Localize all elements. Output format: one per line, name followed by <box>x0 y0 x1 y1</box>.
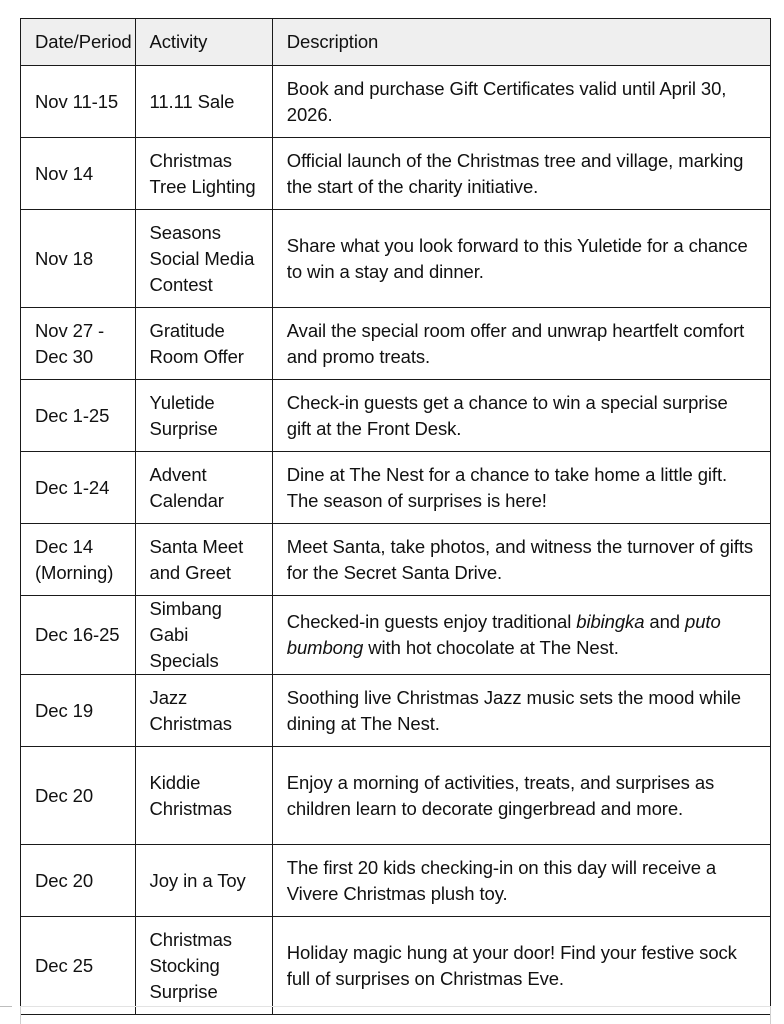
table-row <box>21 380 771 452</box>
header-description: Description <box>272 19 770 66</box>
date-cell: Dec 1-24 <box>21 452 136 524</box>
description-text: Enjoy a morning of activities, treats, and surprises as children learn to decorate gingerbread and more. <box>286 771 715 819</box>
header-date: Date/Period <box>21 19 136 66</box>
date-cell: Dec 1-25 <box>21 380 136 452</box>
description-text: Official launch of the Christmas tree and village, marking the start of the charity initiative. <box>286 149 744 197</box>
table-row <box>21 524 771 596</box>
table-row <box>21 917 771 1015</box>
description-text: and <box>644 611 686 632</box>
header-row <box>21 19 771 66</box>
description-cell <box>272 66 770 138</box>
date-cell: Nov 11-15 <box>21 66 136 138</box>
description-text: with hot chocolate at The Nest. <box>363 637 619 658</box>
description-cell <box>272 845 770 917</box>
activity-cell: Advent Calendar <box>135 452 272 524</box>
date-cell: Nov 18 <box>21 210 136 308</box>
date-cell: Nov 14 <box>21 138 136 210</box>
table-row <box>21 210 771 308</box>
description-text: Book and purchase Gift Certificates valid until April 30, 2026. <box>286 77 727 125</box>
next-page-edge <box>20 1006 771 1024</box>
description-cell <box>272 917 770 1015</box>
table-row <box>21 675 771 747</box>
page-margin-marker <box>0 1006 12 1007</box>
description-text: Checked-in guests enjoy traditional <box>286 611 577 632</box>
table-row <box>21 747 771 845</box>
activity-cell: Simbang Gabi Specials <box>135 596 272 675</box>
activity-cell: Seasons Social Media Contest <box>135 210 272 308</box>
date-cell: Dec 20 <box>21 747 136 845</box>
description-cell <box>272 524 770 596</box>
activity-cell: Kiddie Christmas <box>135 747 272 845</box>
table-row <box>21 66 771 138</box>
description-cell <box>272 210 770 308</box>
table-row <box>21 845 771 917</box>
description-text: Soothing live Christmas Jazz music sets the mood while dining at The Nest. <box>286 686 741 734</box>
date-cell: Nov 27 - Dec 30 <box>21 308 136 380</box>
activity-cell: Christmas Stocking Surprise <box>135 917 272 1015</box>
description-text: Share what you look forward to this Yuletide for a chance to win a stay and dinner. <box>286 234 748 282</box>
table-row <box>21 138 771 210</box>
table-row <box>21 596 771 675</box>
date-cell: Dec 20 <box>21 845 136 917</box>
activity-cell: Christmas Tree Lighting <box>135 138 272 210</box>
description-italic-text: bibingka <box>576 611 645 632</box>
date-cell: Dec 14 (Morning) <box>21 524 136 596</box>
description-cell <box>272 380 770 452</box>
activity-cell: Joy in a Toy <box>135 845 272 917</box>
description-text: Dine at The Nest for a chance to take home a little gift. The season of surprises is here! <box>286 463 728 511</box>
description-cell <box>272 675 770 747</box>
activity-cell: Jazz Christmas <box>135 675 272 747</box>
table-row <box>21 452 771 524</box>
date-cell: Dec 19 <box>21 675 136 747</box>
table-row <box>21 308 771 380</box>
description-text: Avail the special room offer and unwrap heartfelt comfort and promo treats. <box>286 319 745 367</box>
activity-cell: Yuletide Surprise <box>135 380 272 452</box>
description-cell <box>272 596 770 675</box>
description-cell <box>272 747 770 845</box>
table-body <box>21 66 771 1015</box>
date-cell: Dec 25 <box>21 917 136 1015</box>
events-table <box>20 18 771 1015</box>
header-activity: Activity <box>135 19 272 66</box>
table-header <box>21 19 771 66</box>
activity-cell: Santa Meet and Greet <box>135 524 272 596</box>
description-italic-text: puto bumbong <box>286 611 721 658</box>
activity-cell: 11.11 Sale <box>135 66 272 138</box>
description-cell <box>272 308 770 380</box>
description-text: Meet Santa, take photos, and witness the turnover of gifts for the Secret Santa Drive. <box>286 535 754 583</box>
description-text: Check-in guests get a chance to win a special surprise gift at the Front Desk. <box>286 391 728 439</box>
description-text: The first 20 kids checking-in on this day will receive a Vivere Christmas plush toy. <box>286 856 717 904</box>
date-cell: Dec 16-25 <box>21 596 136 675</box>
description-cell <box>272 452 770 524</box>
description-cell <box>272 138 770 210</box>
description-text: Holiday magic hung at your door! Find your festive sock full of surprises on Christmas Eve. <box>286 941 737 989</box>
activity-cell: Gratitude Room Offer <box>135 308 272 380</box>
